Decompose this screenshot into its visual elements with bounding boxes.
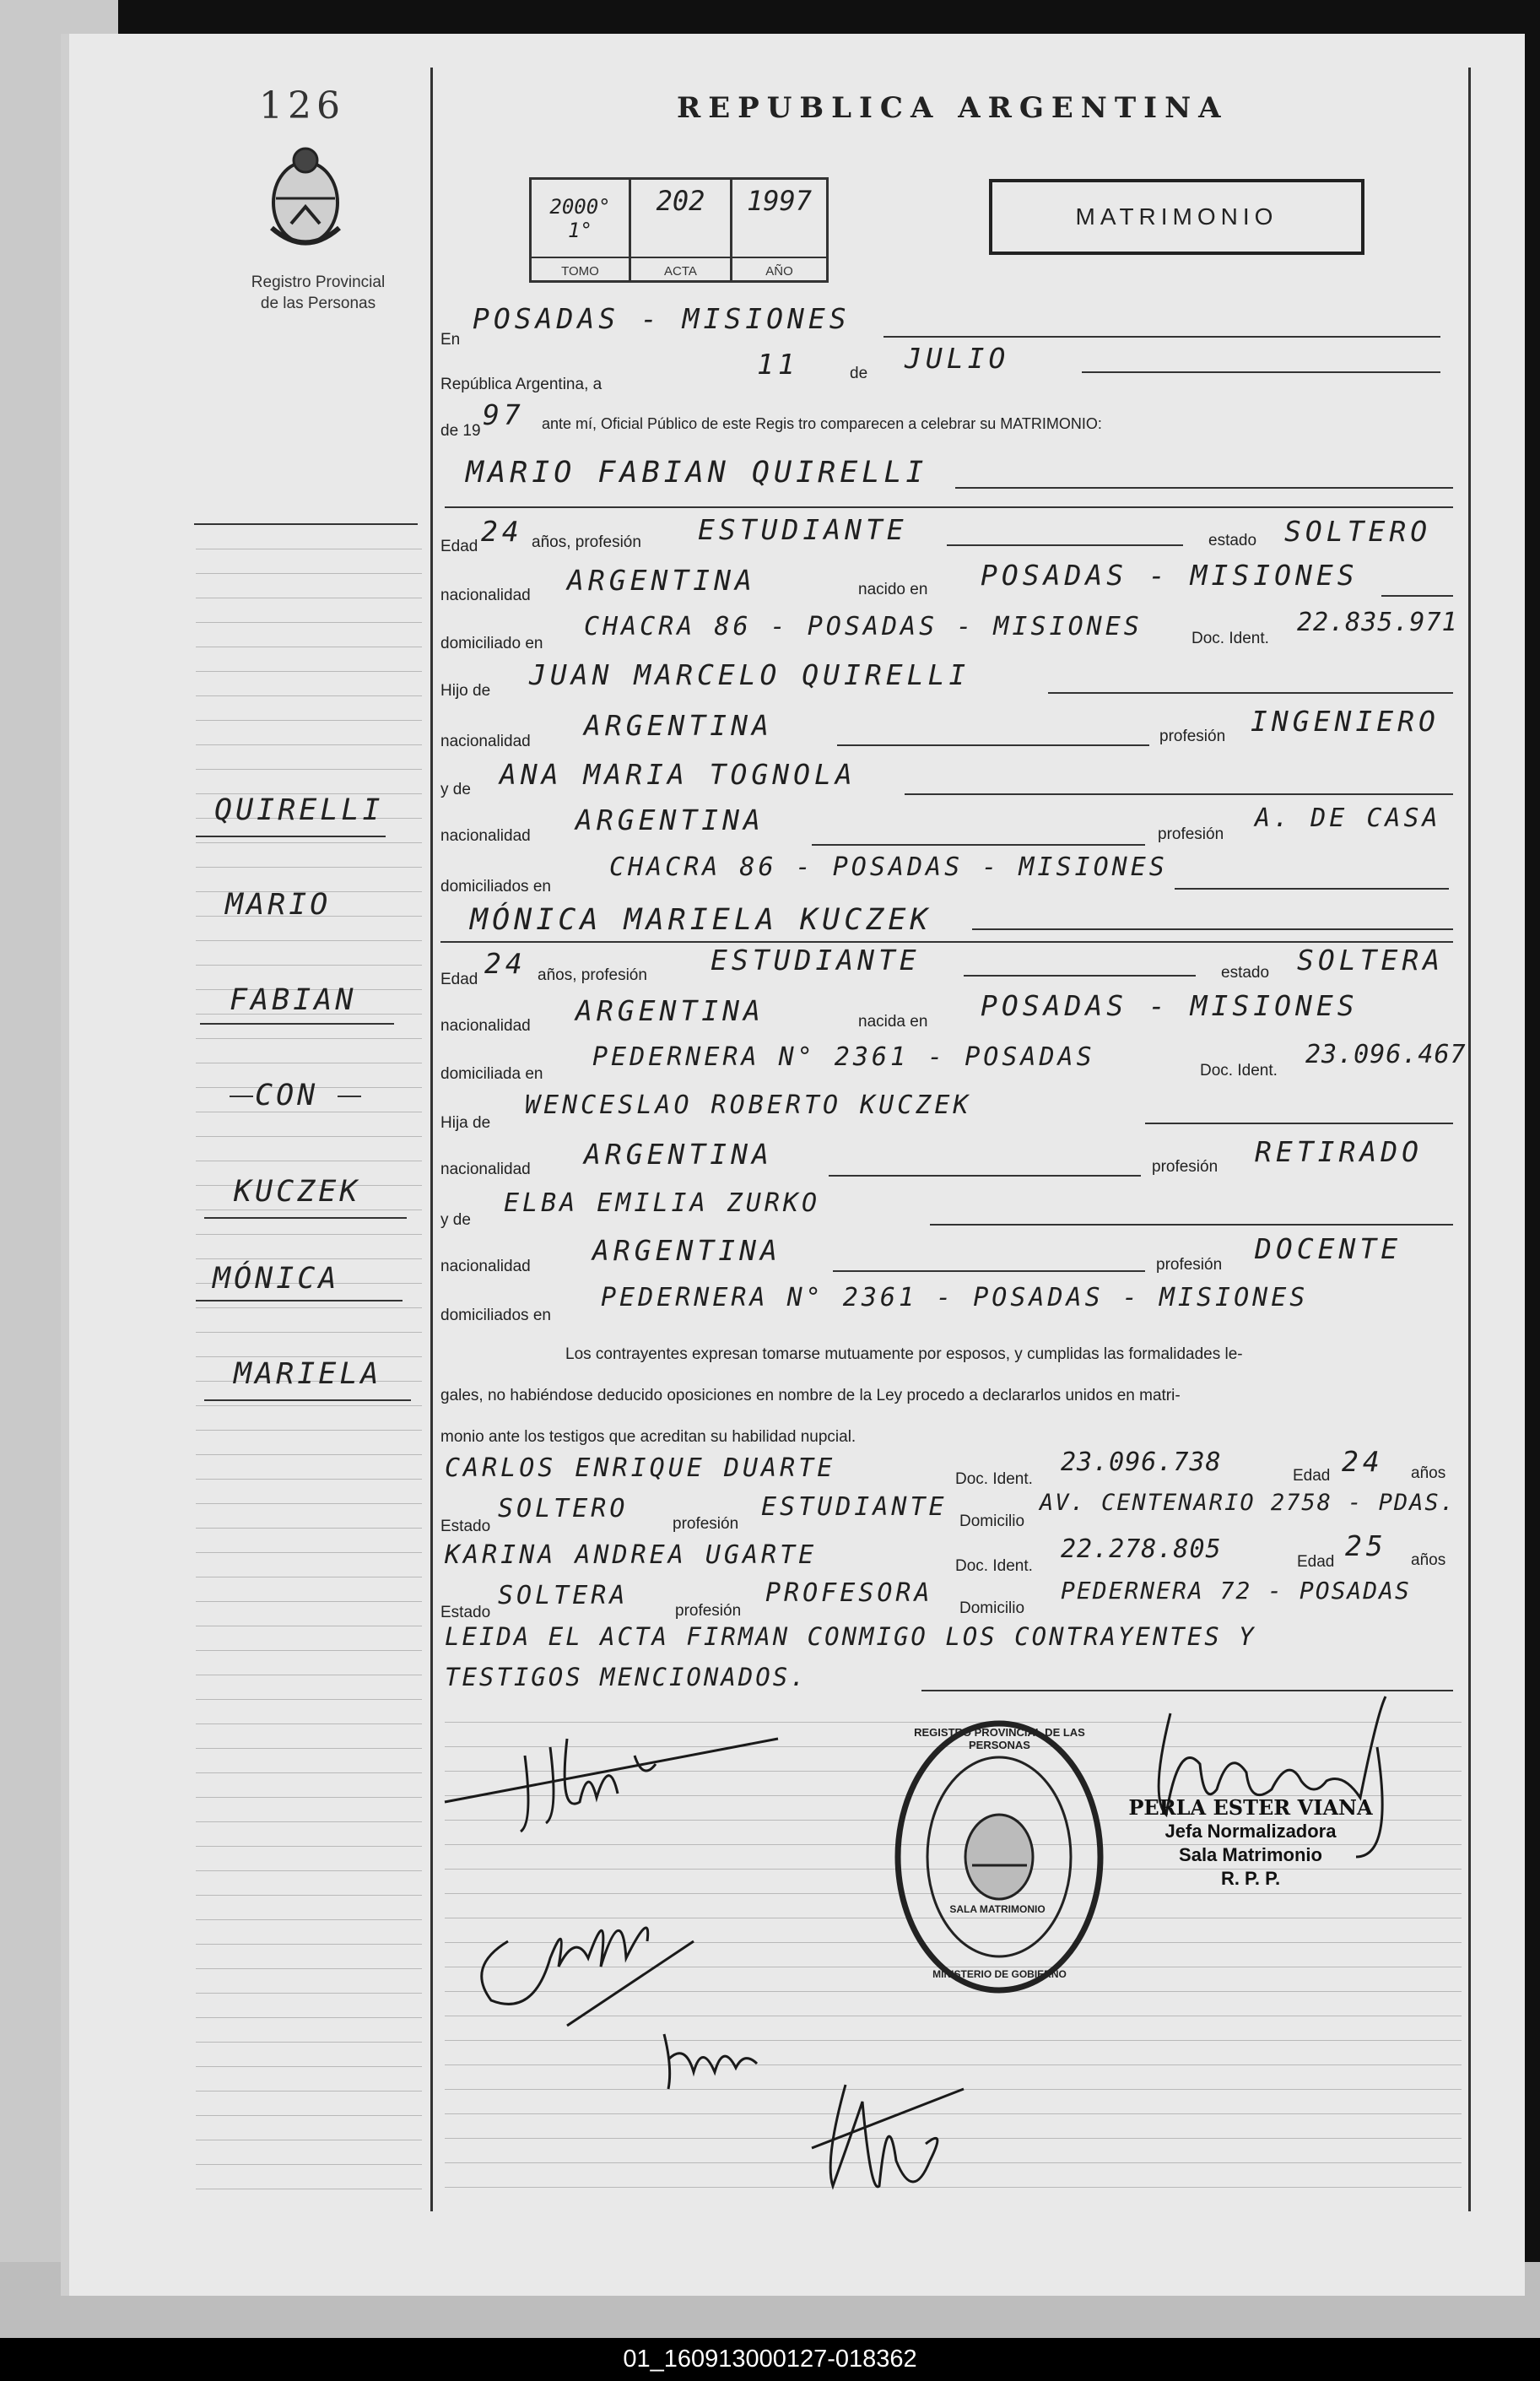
bride-age: 24: [484, 947, 527, 980]
margin-rule: [196, 1895, 422, 1896]
page-number: 126: [259, 84, 345, 127]
margin-word-underline: [204, 1217, 407, 1219]
bride-parents-addr-label: domiciliados en: [440, 1307, 551, 1324]
margin-rule: [196, 1944, 422, 1945]
witness1-dom-label: Domicilio: [959, 1512, 1025, 1530]
bride-profession: ESTUDIANTE: [711, 944, 921, 977]
signature-witness1: [664, 2034, 757, 2089]
bride-parents-address: PEDERNERA N° 2361 - POSADAS - MISIONES: [601, 1283, 1309, 1312]
groom-address: CHACRA 86 - POSADAS - MISIONES: [584, 612, 1143, 641]
bride-father-nationality: ARGENTINA: [584, 1138, 773, 1171]
witness2-edad-label: Edad: [1297, 1553, 1335, 1571]
groom-mother: ANA MARIA TOGNOLA: [500, 758, 856, 791]
margin-top-line: [194, 523, 418, 525]
margin-rule: [196, 2115, 422, 2116]
bride-mother-nat-label: nacionalidad: [440, 1258, 531, 1275]
official-title: Jefa Normalizadora: [1164, 1821, 1337, 1842]
margin-rule: [196, 1772, 422, 1773]
tomo-cell: [532, 180, 631, 280]
witness2-doc: 22.278.805: [1061, 1534, 1222, 1564]
bride-nacida-label: nacida en: [858, 1013, 928, 1031]
margin-word-underline: [200, 1023, 394, 1025]
seal-top-text: REGISTRO PROVINCIAL DE LAS PERSONAS: [914, 1726, 1085, 1751]
groom-birthplace: POSADAS - MISIONES: [981, 559, 1359, 592]
groom-parents-address: CHACRA 86 - POSADAS - MISIONES: [609, 852, 1168, 882]
bride-mother-nationality: ARGENTINA: [592, 1234, 781, 1267]
bride-mother-line: [930, 1224, 1453, 1226]
margin-rule: [196, 1993, 422, 1994]
closing-line-2: TESTIGOS MENCIONADOS.: [445, 1663, 808, 1691]
margin-word: QUIRELLI: [214, 793, 384, 827]
year-value: 97: [483, 398, 525, 431]
closing-line-1: LEIDA EL ACTA FIRMAN CONMIGO LOS CONTRAYENTES Y: [445, 1622, 1256, 1651]
margin-rule: [196, 1748, 422, 1749]
groom-nationality: ARGENTINA: [567, 564, 756, 597]
witness1-doc: 23.096.738: [1061, 1448, 1222, 1477]
bride-status: SOLTERA: [1297, 944, 1445, 977]
margin-rule: [196, 744, 422, 745]
groom-dom-label: domiciliado en: [440, 635, 543, 652]
bride-birthplace: POSADAS - MISIONES: [981, 989, 1359, 1022]
bride-father-prof-label: profesión: [1152, 1158, 1218, 1176]
margin-rule: [196, 2017, 422, 2018]
groom-estado-label: estado: [1208, 532, 1257, 549]
groom-nac-label: nacionalidad: [440, 587, 531, 604]
margin-rule: [196, 671, 422, 672]
bride-father-line: [1145, 1123, 1453, 1124]
act-type-box: MATRIMONIO: [989, 179, 1364, 255]
bride-mother-nat-line: [833, 1270, 1145, 1272]
groom-father-prof-label: profesión: [1159, 728, 1226, 745]
margin-rule: [196, 1209, 422, 1210]
margin-rule: [196, 1038, 422, 1039]
margin-rule: [196, 1405, 422, 1406]
margin-rule: [196, 842, 422, 843]
margin-rule: [196, 1234, 422, 1235]
groom-prof-line: [947, 544, 1183, 546]
groom-mother-nat-label: nacionalidad: [440, 827, 531, 845]
margin-rule: [196, 940, 422, 941]
margin-rule: [196, 622, 422, 623]
tomo-label: TOMO: [561, 264, 599, 279]
reference-box: [529, 177, 829, 283]
witness1-estado-label: Estado: [440, 1518, 491, 1535]
country-title: REPUBLICA ARGENTINA: [677, 91, 1229, 125]
bride-nationality: ARGENTINA: [575, 994, 765, 1027]
bride-father-label: Hija de: [440, 1114, 491, 1132]
margin-rule: [196, 573, 422, 574]
groom-parents-addr-label: domiciliados en: [440, 878, 551, 896]
margin-rule: [196, 1332, 422, 1333]
groom-doc-label: Doc. Ident.: [1191, 630, 1269, 647]
groom-mother-nationality: ARGENTINA: [575, 804, 765, 836]
groom-father-nationality: ARGENTINA: [584, 709, 773, 742]
bride-prof-label: años, profesión: [538, 966, 647, 984]
margin-word: CON: [255, 1079, 319, 1112]
groom-father: JUAN MARCELO QUIRELLI: [529, 658, 970, 691]
witness1-age: 24: [1342, 1445, 1384, 1478]
bride-estado-label: estado: [1221, 964, 1270, 982]
bride-mother-prof-label: profesión: [1156, 1256, 1223, 1274]
groom-father-label: Hijo de: [440, 682, 491, 700]
witness1-edad-label: Edad: [1293, 1467, 1331, 1485]
groom-status: SOLTERO: [1284, 515, 1432, 548]
tomo-value: 2000° 1°: [549, 195, 611, 242]
margin-rule: [196, 1919, 422, 1920]
margin-rule: [196, 2066, 422, 2067]
bride-mother-label: y de: [440, 1211, 471, 1229]
groom-prof-label: años, profesión: [532, 533, 641, 551]
registry-line-2: de las Personas: [260, 295, 376, 312]
bride-dom-label: domiciliada en: [440, 1065, 543, 1083]
witness2-name: KARINA ANDREA UGARTE: [445, 1540, 818, 1570]
bride-name-line2: [972, 928, 1453, 930]
official-name: PERLA ESTER VIANA: [1128, 1795, 1373, 1820]
margin-rule: [196, 2042, 422, 2043]
witness2-anos-label: años: [1411, 1551, 1446, 1569]
en-label: En: [440, 331, 461, 349]
declaration-line: monio ante los testigos que acreditan su habilidad nupcial.: [440, 1428, 856, 1446]
witness2-prof-label: profesión: [675, 1602, 742, 1620]
margin-rule: [196, 1552, 422, 1553]
margin-word-underline: [196, 1300, 403, 1301]
signature-groom: [445, 1739, 778, 1832]
margin-rule: [196, 1258, 422, 1259]
groom-mother-profession: A. DE CASA: [1255, 804, 1441, 833]
groom-mother-label: y de: [440, 781, 471, 798]
margin-rule: [196, 1601, 422, 1602]
margin-rule: [196, 1454, 422, 1455]
acta-cell: [631, 180, 732, 280]
witness2-dom-label: Domicilio: [959, 1599, 1025, 1617]
margin-rule: [196, 1797, 422, 1798]
margin-word: FABIAN: [230, 983, 357, 1017]
bride-name: MÓNICA MARIELA KUCZEK: [470, 903, 932, 937]
margin-rule: [196, 867, 422, 868]
witness1-status: SOLTERO: [498, 1494, 629, 1523]
place-line: [883, 336, 1440, 338]
official-stamp: [1111, 1796, 1390, 1891]
reference-box-divider: [532, 257, 826, 258]
witness1-profession: ESTUDIANTE: [761, 1492, 948, 1522]
margin-dash: [230, 1096, 253, 1097]
acta-value: 202: [656, 185, 705, 217]
margin-rule: [196, 1136, 422, 1137]
seal-center-text: SALA MATRIMONIO: [949, 1903, 1046, 1915]
coat-of-arms-icon: [259, 139, 352, 257]
groom-name: MARIO FABIAN QUIRELLI: [466, 456, 928, 490]
margin-rule: [196, 1846, 422, 1847]
declaration-line: gales, no habiéndose deducido oposiciones en nombre de la Ley procedo a declararlos unidos en matri-: [440, 1387, 1181, 1404]
bride-father-nat-line: [829, 1175, 1141, 1177]
margin-rule: [196, 1479, 422, 1480]
month-value: JULIO: [905, 342, 1010, 375]
bride-edad-label: Edad: [440, 971, 478, 988]
register-page: [61, 34, 1525, 2296]
margin-word: MARIO: [225, 888, 332, 922]
groom-parents-line: [1175, 888, 1449, 890]
margin-word: MÓNICA: [213, 1262, 340, 1296]
signature-witness2: [812, 2085, 964, 2187]
right-border: [1468, 68, 1471, 2211]
groom-mother-line: [905, 793, 1453, 795]
groom-mother-nat-line: [812, 844, 1145, 846]
bride-father-profession: RETIRADO: [1255, 1135, 1423, 1168]
margin-word-underline: [196, 836, 386, 837]
groom-name-line2: [955, 487, 1453, 489]
groom-age: 24: [481, 515, 523, 548]
margin-word: KUCZEK: [234, 1175, 361, 1209]
official-org: R. P. P.: [1220, 1868, 1281, 1889]
margin-rule: [196, 769, 422, 770]
witness2-doc-label: Doc. Ident.: [955, 1557, 1033, 1575]
bride-mother: ELBA EMILIA ZURKO: [504, 1188, 821, 1218]
margin-rule: [196, 1503, 422, 1504]
bride-address: PEDERNERA N° 2361 - POSADAS: [592, 1042, 1095, 1072]
registry-line-1: Registro Provincial: [251, 273, 386, 291]
witness1-prof-label: profesión: [673, 1515, 739, 1533]
official-office: Sala Matrimonio: [1179, 1844, 1322, 1865]
groom-name-line: [445, 506, 1453, 508]
bride-doc: 23.096.467: [1305, 1040, 1467, 1069]
statement-text: ante mí, Oficial Público de este Regis tro comparecen a celebrar su MATRIMONIO:: [542, 415, 1102, 432]
margin-rule: [196, 720, 422, 721]
day-value: 11: [757, 348, 799, 381]
bride-father-nat-label: nacionalidad: [440, 1161, 531, 1178]
seal-bottom-text: MINISTERIO DE GOBIERNO: [932, 1968, 1067, 1980]
margin-rule: [196, 1650, 422, 1651]
witness2-status: SOLTERA: [498, 1581, 629, 1610]
republica-label: República Argentina, a: [440, 376, 602, 393]
registry-name: [221, 272, 415, 314]
ano-value: 1997: [746, 185, 813, 217]
margin-rule: [196, 1430, 422, 1431]
margin-separator: [430, 68, 433, 2211]
margin-dash: [338, 1096, 361, 1097]
witness2-profession: PROFESORA: [765, 1578, 933, 1608]
witness1-doc-label: Doc. Ident.: [955, 1470, 1033, 1488]
groom-birth-line: [1381, 595, 1453, 597]
acta-label: ACTA: [664, 264, 697, 279]
witness2-estado-label: Estado: [440, 1604, 491, 1621]
place-value: POSADAS - MISIONES: [473, 302, 851, 335]
groom-edad-label: Edad: [440, 538, 478, 555]
de-label: de: [850, 365, 868, 382]
signature-bride: [482, 1928, 694, 2026]
margin-rule: [196, 965, 422, 966]
margin-rule: [196, 1821, 422, 1822]
margin-rule: [196, 695, 422, 696]
groom-father-line: [1048, 692, 1453, 694]
ano-cell: [732, 180, 826, 280]
groom-father-nat-line: [837, 744, 1149, 746]
margin-word: MARIELA: [234, 1357, 382, 1391]
witness2-address: PEDERNERA 72 - POSADAS: [1061, 1577, 1411, 1604]
witness2-age: 25: [1345, 1529, 1387, 1562]
margin-rule: [196, 1968, 422, 1969]
witness1-name: CARLOS ENRIQUE DUARTE: [445, 1453, 836, 1483]
year-prefix: de 19: [440, 422, 481, 440]
margin-rule: [196, 1528, 422, 1529]
groom-father-nat-label: nacionalidad: [440, 733, 531, 750]
margin-rule: [196, 1870, 422, 1871]
margin-rule: [196, 1699, 422, 1700]
declaration-text: [440, 1334, 1453, 1458]
month-line: [1082, 371, 1440, 373]
bride-prof-line: [964, 975, 1196, 977]
witness1-anos-label: años: [1411, 1464, 1446, 1482]
ano-label: AÑO: [765, 264, 793, 279]
groom-doc: 22.835.971: [1297, 608, 1458, 637]
margin-rule: [196, 2164, 422, 2165]
bride-name-line: [440, 941, 1453, 943]
groom-profession: ESTUDIANTE: [698, 513, 908, 546]
groom-mother-prof-label: profesión: [1158, 825, 1224, 843]
file-id: 01_160913000127-018362: [0, 2338, 1540, 2381]
bride-nac-label: nacionalidad: [440, 1017, 531, 1035]
margin-word-underline: [204, 1399, 411, 1401]
witness1-address: AV. CENTENARIO 2758 - PDAS.: [1040, 1490, 1456, 1516]
margin-rule: [196, 1307, 422, 1308]
declaration-line: Los contrayentes expresan tomarse mutuamente por esposos, y cumplidas las formalidades le-: [565, 1345, 1243, 1363]
official-seal-icon: [892, 1718, 1107, 1996]
groom-father-profession: INGENIERO: [1251, 705, 1440, 738]
bride-father: WENCESLAO ROBERTO KUCZEK: [525, 1090, 972, 1120]
bride-doc-label: Doc. Ident.: [1200, 1062, 1278, 1080]
bride-mother-profession: DOCENTE: [1255, 1232, 1402, 1265]
groom-nacido-label: nacido en: [858, 581, 928, 598]
